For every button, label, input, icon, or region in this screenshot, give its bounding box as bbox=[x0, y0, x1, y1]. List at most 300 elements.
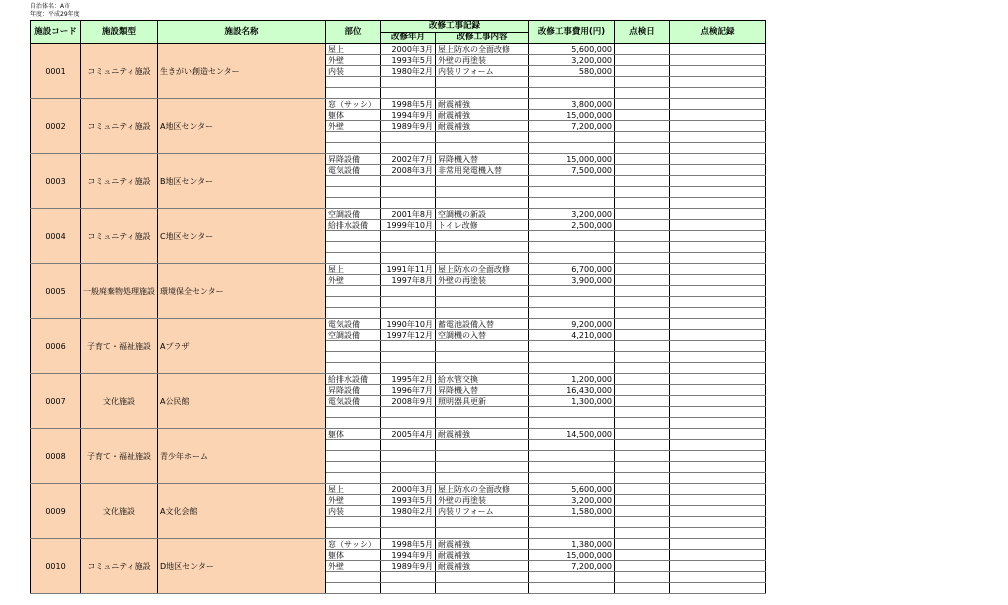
inspection-date-cell[interactable] bbox=[615, 132, 670, 143]
part-cell[interactable] bbox=[326, 528, 381, 539]
date-cell[interactable]: 1980年2月 bbox=[381, 66, 436, 77]
content-cell[interactable] bbox=[436, 297, 529, 308]
part-cell[interactable] bbox=[326, 473, 381, 484]
cost-cell[interactable] bbox=[529, 77, 615, 88]
inspection-record-cell[interactable] bbox=[670, 352, 766, 363]
cost-cell[interactable] bbox=[529, 231, 615, 242]
cost-cell[interactable]: 7,200,000 bbox=[529, 121, 615, 132]
facility-name[interactable]: D地区センター bbox=[158, 539, 326, 594]
inspection-record-cell[interactable] bbox=[670, 55, 766, 66]
inspection-record-cell[interactable] bbox=[670, 220, 766, 231]
inspection-record-cell[interactable] bbox=[670, 418, 766, 429]
part-cell[interactable] bbox=[326, 352, 381, 363]
inspection-date-cell[interactable] bbox=[615, 66, 670, 77]
content-cell[interactable]: 空調機の入替 bbox=[436, 330, 529, 341]
part-cell[interactable]: 空調設備 bbox=[326, 209, 381, 220]
facility-type[interactable]: コミュニティ施設 bbox=[81, 99, 158, 154]
inspection-date-cell[interactable] bbox=[615, 418, 670, 429]
date-cell[interactable] bbox=[381, 143, 436, 154]
part-cell[interactable]: 躯体 bbox=[326, 110, 381, 121]
content-cell[interactable]: 給水管交換 bbox=[436, 374, 529, 385]
date-cell[interactable]: 1990年10月 bbox=[381, 319, 436, 330]
inspection-record-cell[interactable] bbox=[670, 110, 766, 121]
inspection-record-cell[interactable] bbox=[670, 143, 766, 154]
part-cell[interactable]: 外壁 bbox=[326, 275, 381, 286]
content-cell[interactable]: 耐震補強 bbox=[436, 429, 529, 440]
inspection-date-cell[interactable] bbox=[615, 77, 670, 88]
content-cell[interactable]: 外壁の再塗装 bbox=[436, 275, 529, 286]
inspection-date-cell[interactable] bbox=[615, 242, 670, 253]
date-cell[interactable]: 1999年10月 bbox=[381, 220, 436, 231]
inspection-date-cell[interactable] bbox=[615, 231, 670, 242]
date-cell[interactable] bbox=[381, 176, 436, 187]
inspection-date-cell[interactable] bbox=[615, 55, 670, 66]
inspection-date-cell[interactable] bbox=[615, 110, 670, 121]
content-cell[interactable] bbox=[436, 231, 529, 242]
cost-cell[interactable]: 15,000,000 bbox=[529, 110, 615, 121]
inspection-record-cell[interactable] bbox=[670, 583, 766, 594]
inspection-date-cell[interactable] bbox=[615, 187, 670, 198]
inspection-date-cell[interactable] bbox=[615, 198, 670, 209]
part-cell[interactable]: 窓（サッシ） bbox=[326, 99, 381, 110]
part-cell[interactable] bbox=[326, 418, 381, 429]
cost-cell[interactable]: 16,430,000 bbox=[529, 385, 615, 396]
content-cell[interactable]: 耐震補強 bbox=[436, 561, 529, 572]
inspection-date-cell[interactable] bbox=[615, 308, 670, 319]
date-cell[interactable]: 1994年9月 bbox=[381, 550, 436, 561]
content-cell[interactable] bbox=[436, 572, 529, 583]
content-cell[interactable] bbox=[436, 242, 529, 253]
content-cell[interactable] bbox=[436, 308, 529, 319]
inspection-record-cell[interactable] bbox=[670, 473, 766, 484]
inspection-record-cell[interactable] bbox=[670, 165, 766, 176]
date-cell[interactable] bbox=[381, 418, 436, 429]
facility-code[interactable]: 0007 bbox=[31, 374, 81, 429]
date-cell[interactable] bbox=[381, 363, 436, 374]
date-cell[interactable]: 1994年9月 bbox=[381, 110, 436, 121]
facility-type[interactable]: コミュニティ施設 bbox=[81, 209, 158, 264]
cost-cell[interactable]: 1,300,000 bbox=[529, 396, 615, 407]
inspection-record-cell[interactable] bbox=[670, 319, 766, 330]
cost-cell[interactable] bbox=[529, 242, 615, 253]
content-cell[interactable]: 外壁の再塗装 bbox=[436, 55, 529, 66]
inspection-record-cell[interactable] bbox=[670, 286, 766, 297]
inspection-record-cell[interactable] bbox=[670, 275, 766, 286]
inspection-date-cell[interactable] bbox=[615, 99, 670, 110]
cost-cell[interactable] bbox=[529, 352, 615, 363]
content-cell[interactable] bbox=[436, 341, 529, 352]
content-cell[interactable] bbox=[436, 286, 529, 297]
content-cell[interactable]: トイレ改修 bbox=[436, 220, 529, 231]
inspection-date-cell[interactable] bbox=[615, 286, 670, 297]
cost-cell[interactable] bbox=[529, 451, 615, 462]
content-cell[interactable] bbox=[436, 583, 529, 594]
cost-cell[interactable]: 14,500,000 bbox=[529, 429, 615, 440]
part-cell[interactable]: 電気設備 bbox=[326, 165, 381, 176]
inspection-date-cell[interactable] bbox=[615, 209, 670, 220]
cost-cell[interactable]: 9,200,000 bbox=[529, 319, 615, 330]
content-cell[interactable] bbox=[436, 352, 529, 363]
cost-cell[interactable]: 3,200,000 bbox=[529, 55, 615, 66]
inspection-record-cell[interactable] bbox=[670, 572, 766, 583]
inspection-record-cell[interactable] bbox=[670, 66, 766, 77]
content-cell[interactable]: 蓄電池設備入替 bbox=[436, 319, 529, 330]
inspection-record-cell[interactable] bbox=[670, 506, 766, 517]
date-cell[interactable] bbox=[381, 88, 436, 99]
inspection-date-cell[interactable] bbox=[615, 143, 670, 154]
inspection-record-cell[interactable] bbox=[670, 154, 766, 165]
content-cell[interactable]: 耐震補強 bbox=[436, 550, 529, 561]
part-cell[interactable] bbox=[326, 187, 381, 198]
inspection-date-cell[interactable] bbox=[615, 495, 670, 506]
date-cell[interactable]: 1995年2月 bbox=[381, 374, 436, 385]
inspection-record-cell[interactable] bbox=[670, 528, 766, 539]
date-cell[interactable] bbox=[381, 231, 436, 242]
inspection-record-cell[interactable] bbox=[670, 198, 766, 209]
content-cell[interactable] bbox=[436, 176, 529, 187]
date-cell[interactable]: 1989年9月 bbox=[381, 121, 436, 132]
date-cell[interactable]: 2001年8月 bbox=[381, 209, 436, 220]
part-cell[interactable] bbox=[326, 583, 381, 594]
facility-name[interactable]: C地区センター bbox=[158, 209, 326, 264]
inspection-date-cell[interactable] bbox=[615, 363, 670, 374]
inspection-date-cell[interactable] bbox=[615, 121, 670, 132]
date-cell[interactable]: 2000年3月 bbox=[381, 44, 436, 55]
date-cell[interactable] bbox=[381, 572, 436, 583]
inspection-date-cell[interactable] bbox=[615, 528, 670, 539]
cost-cell[interactable] bbox=[529, 407, 615, 418]
date-cell[interactable] bbox=[381, 528, 436, 539]
content-cell[interactable]: 空調機の新設 bbox=[436, 209, 529, 220]
inspection-date-cell[interactable] bbox=[615, 176, 670, 187]
header-inspection-date[interactable]: 点検日 bbox=[615, 21, 670, 44]
part-cell[interactable]: 給排水設備 bbox=[326, 374, 381, 385]
cost-cell[interactable] bbox=[529, 253, 615, 264]
inspection-date-cell[interactable] bbox=[615, 462, 670, 473]
cost-cell[interactable] bbox=[529, 341, 615, 352]
content-cell[interactable] bbox=[436, 418, 529, 429]
date-cell[interactable]: 2002年7月 bbox=[381, 154, 436, 165]
date-cell[interactable] bbox=[381, 297, 436, 308]
inspection-record-cell[interactable] bbox=[670, 429, 766, 440]
cost-cell[interactable] bbox=[529, 308, 615, 319]
part-cell[interactable]: 屋上 bbox=[326, 264, 381, 275]
content-cell[interactable] bbox=[436, 77, 529, 88]
inspection-date-cell[interactable] bbox=[615, 484, 670, 495]
cost-cell[interactable]: 6,700,000 bbox=[529, 264, 615, 275]
content-cell[interactable] bbox=[436, 143, 529, 154]
part-cell[interactable] bbox=[326, 286, 381, 297]
inspection-date-cell[interactable] bbox=[615, 506, 670, 517]
facility-name[interactable]: Aプラザ bbox=[158, 319, 326, 374]
cost-cell[interactable]: 5,600,000 bbox=[529, 484, 615, 495]
part-cell[interactable]: 内装 bbox=[326, 506, 381, 517]
content-cell[interactable] bbox=[436, 462, 529, 473]
cost-cell[interactable] bbox=[529, 572, 615, 583]
inspection-date-cell[interactable] bbox=[615, 341, 670, 352]
cost-cell[interactable]: 3,200,000 bbox=[529, 495, 615, 506]
cost-cell[interactable]: 1,380,000 bbox=[529, 539, 615, 550]
date-cell[interactable]: 2000年3月 bbox=[381, 484, 436, 495]
date-cell[interactable]: 1989年9月 bbox=[381, 561, 436, 572]
inspection-record-cell[interactable] bbox=[670, 561, 766, 572]
inspection-date-cell[interactable] bbox=[615, 440, 670, 451]
date-cell[interactable]: 1997年8月 bbox=[381, 275, 436, 286]
facility-name[interactable]: B地区センター bbox=[158, 154, 326, 209]
cost-cell[interactable]: 15,000,000 bbox=[529, 550, 615, 561]
part-cell[interactable]: 躯体 bbox=[326, 550, 381, 561]
part-cell[interactable] bbox=[326, 176, 381, 187]
facility-type[interactable]: 文化施設 bbox=[81, 374, 158, 429]
content-cell[interactable] bbox=[436, 528, 529, 539]
content-cell[interactable]: 耐震補強 bbox=[436, 99, 529, 110]
header-record-group[interactable]: 改修工事記録 bbox=[381, 21, 529, 33]
inspection-record-cell[interactable] bbox=[670, 462, 766, 473]
part-cell[interactable]: 外壁 bbox=[326, 55, 381, 66]
inspection-record-cell[interactable] bbox=[670, 132, 766, 143]
part-cell[interactable] bbox=[326, 462, 381, 473]
part-cell[interactable]: 昇降設備 bbox=[326, 154, 381, 165]
inspection-date-cell[interactable] bbox=[615, 165, 670, 176]
inspection-record-cell[interactable] bbox=[670, 396, 766, 407]
facility-type[interactable]: コミュニティ施設 bbox=[81, 44, 158, 99]
cost-cell[interactable]: 2,500,000 bbox=[529, 220, 615, 231]
inspection-record-cell[interactable] bbox=[670, 550, 766, 561]
part-cell[interactable] bbox=[326, 88, 381, 99]
date-cell[interactable] bbox=[381, 253, 436, 264]
part-cell[interactable] bbox=[326, 572, 381, 583]
part-cell[interactable]: 外壁 bbox=[326, 561, 381, 572]
inspection-date-cell[interactable] bbox=[615, 253, 670, 264]
date-cell[interactable]: 1991年11月 bbox=[381, 264, 436, 275]
part-cell[interactable] bbox=[326, 341, 381, 352]
date-cell[interactable] bbox=[381, 583, 436, 594]
facility-name[interactable]: 青少年ホーム bbox=[158, 429, 326, 484]
inspection-record-cell[interactable] bbox=[670, 374, 766, 385]
inspection-date-cell[interactable] bbox=[615, 275, 670, 286]
part-cell[interactable] bbox=[326, 297, 381, 308]
content-cell[interactable]: 耐震補強 bbox=[436, 121, 529, 132]
cost-cell[interactable]: 3,900,000 bbox=[529, 275, 615, 286]
part-cell[interactable]: 昇降設備 bbox=[326, 385, 381, 396]
inspection-date-cell[interactable] bbox=[615, 539, 670, 550]
date-cell[interactable]: 1993年5月 bbox=[381, 55, 436, 66]
part-cell[interactable] bbox=[326, 363, 381, 374]
inspection-record-cell[interactable] bbox=[670, 484, 766, 495]
inspection-record-cell[interactable] bbox=[670, 407, 766, 418]
date-cell[interactable] bbox=[381, 407, 436, 418]
inspection-record-cell[interactable] bbox=[670, 341, 766, 352]
date-cell[interactable] bbox=[381, 198, 436, 209]
cost-cell[interactable]: 7,200,000 bbox=[529, 561, 615, 572]
content-cell[interactable]: 耐震補強 bbox=[436, 539, 529, 550]
cost-cell[interactable]: 1,200,000 bbox=[529, 374, 615, 385]
content-cell[interactable]: 屋上防水の全面改修 bbox=[436, 44, 529, 55]
content-cell[interactable]: 内装リフォーム bbox=[436, 66, 529, 77]
cost-cell[interactable] bbox=[529, 88, 615, 99]
facility-name[interactable]: 生きがい創造センター bbox=[158, 44, 326, 99]
inspection-record-cell[interactable] bbox=[670, 99, 766, 110]
facility-code[interactable]: 0005 bbox=[31, 264, 81, 319]
inspection-date-cell[interactable] bbox=[615, 429, 670, 440]
part-cell[interactable]: 躯体 bbox=[326, 429, 381, 440]
inspection-record-cell[interactable] bbox=[670, 121, 766, 132]
part-cell[interactable] bbox=[326, 143, 381, 154]
inspection-record-cell[interactable] bbox=[670, 253, 766, 264]
date-cell[interactable] bbox=[381, 187, 436, 198]
facility-type[interactable]: 一般廃棄物処理施設 bbox=[81, 264, 158, 319]
content-cell[interactable]: 屋上防水の全面改修 bbox=[436, 484, 529, 495]
part-cell[interactable] bbox=[326, 77, 381, 88]
inspection-record-cell[interactable] bbox=[670, 517, 766, 528]
inspection-date-cell[interactable] bbox=[615, 407, 670, 418]
date-cell[interactable]: 1998年5月 bbox=[381, 99, 436, 110]
header-content[interactable]: 改修工事内容 bbox=[436, 32, 529, 44]
inspection-record-cell[interactable] bbox=[670, 242, 766, 253]
inspection-record-cell[interactable] bbox=[670, 187, 766, 198]
cost-cell[interactable]: 4,210,000 bbox=[529, 330, 615, 341]
header-part[interactable]: 部位 bbox=[326, 21, 381, 44]
part-cell[interactable] bbox=[326, 198, 381, 209]
header-cost[interactable]: 改修工事費用(円) bbox=[529, 21, 615, 44]
inspection-date-cell[interactable] bbox=[615, 374, 670, 385]
inspection-record-cell[interactable] bbox=[670, 209, 766, 220]
date-cell[interactable] bbox=[381, 451, 436, 462]
inspection-record-cell[interactable] bbox=[670, 495, 766, 506]
inspection-date-cell[interactable] bbox=[615, 385, 670, 396]
part-cell[interactable]: 屋上 bbox=[326, 484, 381, 495]
date-cell[interactable]: 2008年3月 bbox=[381, 165, 436, 176]
part-cell[interactable]: 内装 bbox=[326, 66, 381, 77]
cost-cell[interactable] bbox=[529, 132, 615, 143]
inspection-date-cell[interactable] bbox=[615, 550, 670, 561]
cost-cell[interactable] bbox=[529, 187, 615, 198]
content-cell[interactable]: 非常用発電機入替 bbox=[436, 165, 529, 176]
cost-cell[interactable]: 3,200,000 bbox=[529, 209, 615, 220]
facility-name[interactable]: A地区センター bbox=[158, 99, 326, 154]
facility-name[interactable]: A公民館 bbox=[158, 374, 326, 429]
date-cell[interactable] bbox=[381, 132, 436, 143]
cost-cell[interactable]: 580,000 bbox=[529, 66, 615, 77]
inspection-record-cell[interactable] bbox=[670, 539, 766, 550]
facility-type[interactable]: 子育て・福祉施設 bbox=[81, 429, 158, 484]
part-cell[interactable] bbox=[326, 517, 381, 528]
content-cell[interactable] bbox=[436, 187, 529, 198]
facility-code[interactable]: 0001 bbox=[31, 44, 81, 99]
content-cell[interactable] bbox=[436, 253, 529, 264]
facility-code[interactable]: 0006 bbox=[31, 319, 81, 374]
cost-cell[interactable]: 5,600,000 bbox=[529, 44, 615, 55]
facility-code[interactable]: 0003 bbox=[31, 154, 81, 209]
part-cell[interactable]: 窓（サッシ） bbox=[326, 539, 381, 550]
date-cell[interactable] bbox=[381, 242, 436, 253]
facility-name[interactable]: A文化会館 bbox=[158, 484, 326, 539]
inspection-record-cell[interactable] bbox=[670, 264, 766, 275]
facility-type[interactable]: コミュニティ施設 bbox=[81, 539, 158, 594]
content-cell[interactable] bbox=[436, 407, 529, 418]
part-cell[interactable] bbox=[326, 407, 381, 418]
cost-cell[interactable]: 1,580,000 bbox=[529, 506, 615, 517]
inspection-date-cell[interactable] bbox=[615, 319, 670, 330]
cost-cell[interactable] bbox=[529, 363, 615, 374]
date-cell[interactable] bbox=[381, 308, 436, 319]
inspection-record-cell[interactable] bbox=[670, 330, 766, 341]
inspection-date-cell[interactable] bbox=[615, 264, 670, 275]
part-cell[interactable]: 給排水設備 bbox=[326, 220, 381, 231]
part-cell[interactable] bbox=[326, 451, 381, 462]
part-cell[interactable]: 電気設備 bbox=[326, 319, 381, 330]
facility-code[interactable]: 0010 bbox=[31, 539, 81, 594]
date-cell[interactable] bbox=[381, 341, 436, 352]
cost-cell[interactable] bbox=[529, 583, 615, 594]
cost-cell[interactable] bbox=[529, 198, 615, 209]
facility-code[interactable]: 0004 bbox=[31, 209, 81, 264]
inspection-date-cell[interactable] bbox=[615, 44, 670, 55]
date-cell[interactable] bbox=[381, 462, 436, 473]
inspection-record-cell[interactable] bbox=[670, 308, 766, 319]
header-date[interactable]: 改修年月 bbox=[381, 32, 436, 44]
inspection-date-cell[interactable] bbox=[615, 154, 670, 165]
facility-code[interactable]: 0008 bbox=[31, 429, 81, 484]
content-cell[interactable] bbox=[436, 198, 529, 209]
inspection-date-cell[interactable] bbox=[615, 220, 670, 231]
date-cell[interactable]: 1998年5月 bbox=[381, 539, 436, 550]
date-cell[interactable]: 1993年5月 bbox=[381, 495, 436, 506]
date-cell[interactable]: 1996年7月 bbox=[381, 385, 436, 396]
date-cell[interactable] bbox=[381, 77, 436, 88]
date-cell[interactable] bbox=[381, 286, 436, 297]
date-cell[interactable]: 1980年2月 bbox=[381, 506, 436, 517]
inspection-date-cell[interactable] bbox=[615, 297, 670, 308]
content-cell[interactable] bbox=[436, 363, 529, 374]
cost-cell[interactable]: 3,800,000 bbox=[529, 99, 615, 110]
facility-type[interactable]: コミュニティ施設 bbox=[81, 154, 158, 209]
part-cell[interactable] bbox=[326, 231, 381, 242]
date-cell[interactable]: 2005年4月 bbox=[381, 429, 436, 440]
part-cell[interactable] bbox=[326, 242, 381, 253]
cost-cell[interactable] bbox=[529, 473, 615, 484]
date-cell[interactable]: 2008年9月 bbox=[381, 396, 436, 407]
inspection-date-cell[interactable] bbox=[615, 572, 670, 583]
part-cell[interactable]: 外壁 bbox=[326, 495, 381, 506]
cost-cell[interactable] bbox=[529, 418, 615, 429]
content-cell[interactable] bbox=[436, 88, 529, 99]
inspection-record-cell[interactable] bbox=[670, 231, 766, 242]
part-cell[interactable] bbox=[326, 440, 381, 451]
inspection-date-cell[interactable] bbox=[615, 330, 670, 341]
content-cell[interactable]: 内装リフォーム bbox=[436, 506, 529, 517]
inspection-date-cell[interactable] bbox=[615, 396, 670, 407]
cost-cell[interactable] bbox=[529, 462, 615, 473]
inspection-record-cell[interactable] bbox=[670, 363, 766, 374]
header-type[interactable]: 施設類型 bbox=[81, 21, 158, 44]
content-cell[interactable] bbox=[436, 132, 529, 143]
part-cell[interactable]: 外壁 bbox=[326, 121, 381, 132]
cost-cell[interactable] bbox=[529, 517, 615, 528]
content-cell[interactable] bbox=[436, 440, 529, 451]
facility-name[interactable]: 環境保全センター bbox=[158, 264, 326, 319]
date-cell[interactable] bbox=[381, 440, 436, 451]
content-cell[interactable]: 照明器具更新 bbox=[436, 396, 529, 407]
inspection-date-cell[interactable] bbox=[615, 352, 670, 363]
date-cell[interactable] bbox=[381, 473, 436, 484]
inspection-record-cell[interactable] bbox=[670, 44, 766, 55]
cost-cell[interactable] bbox=[529, 440, 615, 451]
inspection-date-cell[interactable] bbox=[615, 583, 670, 594]
cost-cell[interactable] bbox=[529, 297, 615, 308]
part-cell[interactable] bbox=[326, 132, 381, 143]
header-inspection-record[interactable]: 点検記録 bbox=[670, 21, 766, 44]
